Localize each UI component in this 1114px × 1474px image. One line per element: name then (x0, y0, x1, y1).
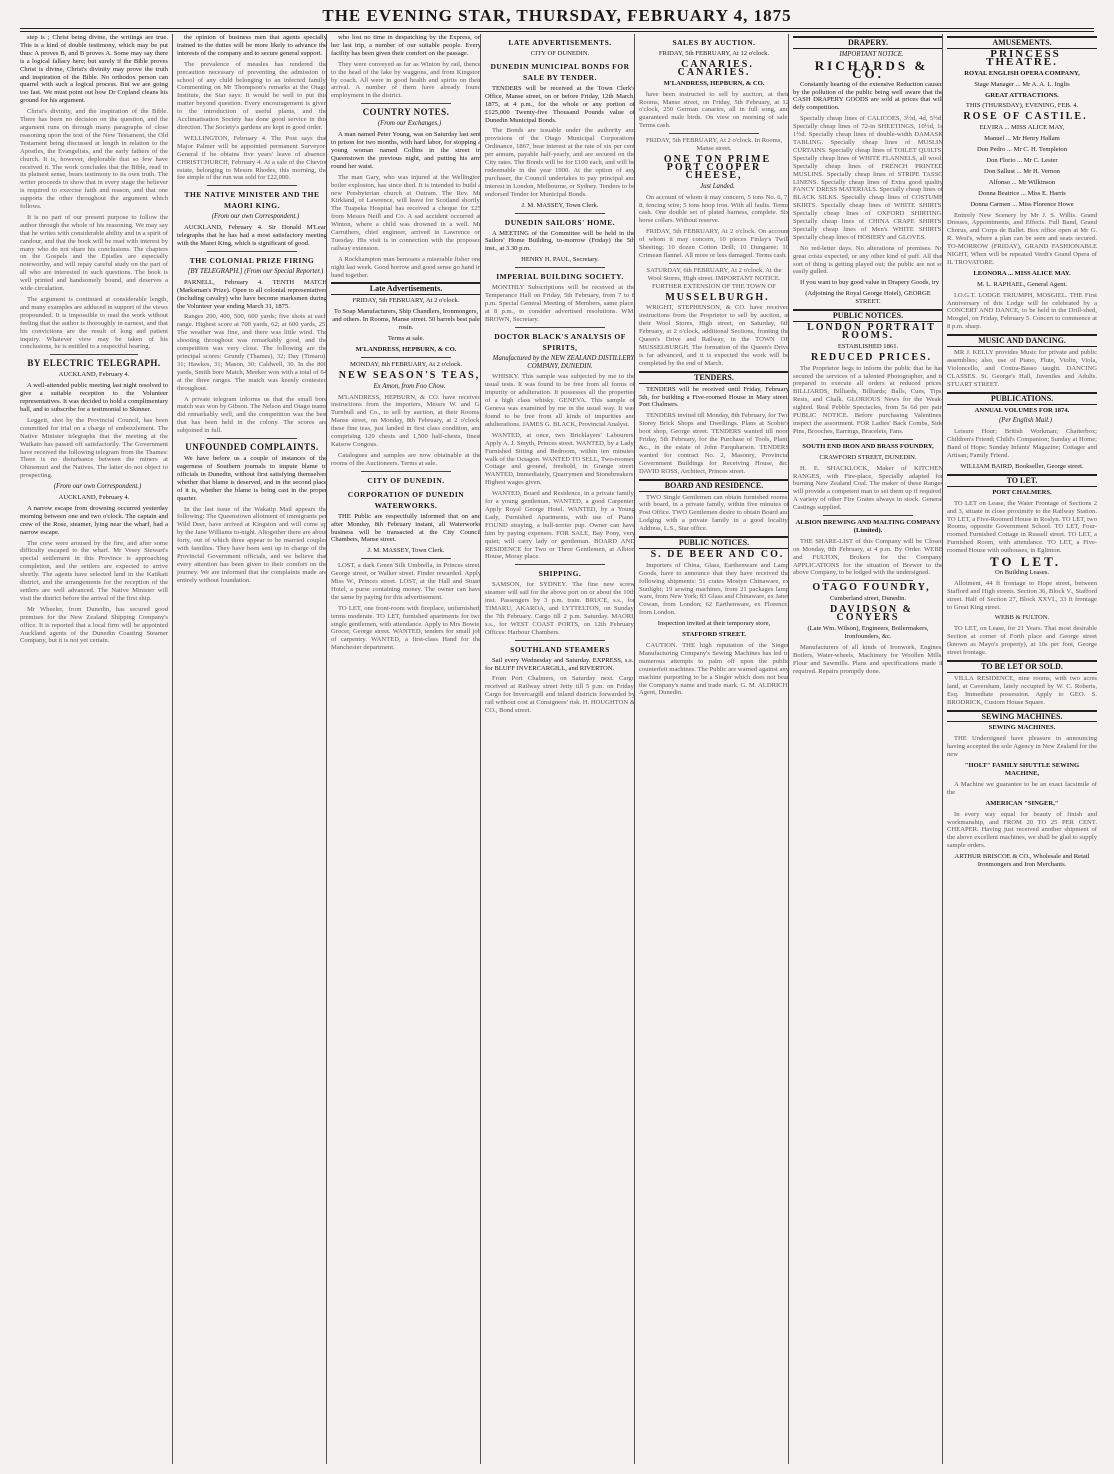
col6-subhead: REDUCED PRICES. (810, 351, 933, 363)
col3-lead: who lost no time in despatching by the Express, on her last trip, a number of our suitable people. Every facility has been given their comfort on the passage. (331, 34, 481, 57)
masthead-rule (20, 28, 1094, 29)
col5-sale-title: ONE TON PRIME PORT COOPER CHEESE, (663, 153, 772, 181)
cast-item: Don Florio ... Mr C. Lester (986, 156, 1058, 164)
col6-address: (Adjoining the Royal George Hotel), GEORGE STREET. (805, 290, 931, 306)
col3-ad-body: To Soap Manufacturers, Ship Chandlers, Ironmongers, and others. In Rooms, Manse street. 50 barrels best pale rosin. (332, 308, 480, 332)
col4-filler: WANTED, Board and Residence, in a private family, for a young gentleman. WANTED, a good Carpenter. Apply Royal George Hotel. WANTED, by a Young Lady, Furnished Apartments, with use of Piano. FOUND straying, a bull-terrier pup. Owner can have him by paying expenses. FOR SALE, Bay Pony, very quiet; will carry lady or gentleman. BOARD AND RESIDENCE for Two or Three Gentlemen, at Albion House, Moray place. (485, 490, 635, 561)
col6-heading: OTAGO FOUNDRY, (812, 582, 931, 594)
col7-subhead: SEWING MACHINES. (988, 724, 1056, 732)
col4-heading: SHIPPING. (538, 569, 582, 579)
col7-tolet-sub: On Building Leases. (994, 568, 1050, 576)
col3-filler: LOST, a dark Green Silk Umbrella, in Princes street, George street, or Walker street. Finder rewarded. Apply Miss W., Princes street. LOST, at the Hall and Stuart Hotel, a purse containing money. The owner can have the same by paying for this advertisement. (331, 562, 481, 601)
col6-filler: H. E. SHACKLOCK, Maker of KITCHEN RANGES, with Fire-place, Specially adapted for burning New Zealand Coal. The maker of these Ranges will provide a competent man to set them up if required. A variety of other Fire Grates always in stock. General Castings supplied. (793, 464, 943, 512)
col3-ad-subtitle: Ex Amon, from Foo Chow. (373, 382, 446, 390)
col6-filler: Manufacturers of all kinds of Ironwork, Engines, Boilers, Water-wheels, Machinery for Woollen Mills, Flour and Sawmills. Plans and specifications made if required. Repairs promptly done. (793, 643, 943, 675)
col4-heading: LATE ADVERTISEMENTS. (508, 38, 612, 47)
col6-subhead: ESTABLISHED 1861. (837, 342, 899, 350)
col7-theatre: PRINCESS THEATRE. (986, 47, 1061, 68)
cast-item: Donna Beatrice ... Miss E. Harris (978, 189, 1066, 197)
col7-subhead: PORT CHALMERS. (992, 488, 1052, 496)
col4-heading: IMPERIAL BUILDING SOCIETY. (496, 272, 624, 282)
col7-filler: TO LET on Lease, the Water Frontage of Sections 2 and 3, situate in close proximity to the Railway Station. TO LET, a Five-Roomed House in Roslyn. TO LET, two Rooms, opposite Government School. TO LET, Four-roomed Furnished Cottage in Russell street. TO LET, a Furnished Room, with attendance. TO LET, a Five-roomed House with outhouses, in Eglinton. (947, 499, 1097, 555)
col7-pub: ANNUAL VOLUMES FOR 1874. (974, 406, 1070, 414)
col3-filler: The man Gary, who was injured at the Wellington boiler explosion, has since died. It is intended to build a new Presbyterian church at Outram. The Rev. Mr Kirkland, of Lawrence, will leave for Scotland shortly. The Tuapeka Hospital has received a cheque for £25 from Messrs Neill and Co. A sad accident occurred at Winton, where a child was drowned in a well. Mr Carruthers, chief engineer, arrived in Lawrence on Tuesday. His visit is in connection with the proposed railway extension. (331, 173, 481, 252)
col2-filler: Ranges 200, 400, 500, 600 yards; five shots at each range. Highest score at 700 yards, 62; at 600 yards, 25. The weather was fine, and there was little wind. The shooting throughout was remarkably good, and the competition was very close. The following are the principal scores: Grundy (Thames), 32; Day (Timaru), 31; Hawkes, 31; Mason, 30; Caldwell, 30. In the 800 yards, Smith bore Match, Meeker won with a total of 64 at the three ranges. The match was keenly contested throughout. (177, 313, 327, 392)
col5-filler: FRIDAY, 5th FEBRUARY, At 2 o'clock. In Rooms, Manse street. (645, 137, 783, 153)
col6-filler: No red-letter days. No alterations of premises. No great crisis expected, or any other kind of puff. All that sort of thing is getting played out; the public are not so easily gulled. (793, 244, 943, 276)
col7-pub-sub: (Per English Mail.) (998, 417, 1053, 425)
col6-filler: Specially cheap lines of CALICOES, 3½d, 4d, 5½d. Specially cheap lines of 72-in SHEETINGS, 10½d, 1s 1½d. Specially cheap lines of double-width DAMASK TABLING. Specially cheap lines of MUSLIN CURTAINS. Specially cheap lines of TOILET QUILTS. Specially cheap lines of WHITE FLANNELS, all wool. Specially cheap lines of FRENCH PRINTED MUSLINS. Specially cheap lines of STRIPE TASSO LINENS. Specially cheap lines of Extra good quality FANCY DRESS MATERIALS. Specially cheap lines of BLACK SILKS. Specially cheap lines of COSTUME SKIRTS. Specially cheap lines of WHITE SHIRTS. Specially cheap lines of OXFORD SHIRTING. Specially cheap lines of CHINA CRAPE SHIRTS. Specially cheap lines of Men's WHITE SHIRTS. Specially cheap lines of HOSIERY and GLOVES. (793, 115, 943, 241)
col6-firm: RICHARDS & CO. (814, 57, 929, 81)
col5-sale-subtitle: Just Landed. (700, 182, 735, 190)
col5-filler: TWO Single Gentlemen can obtain furnished rooms, with board, in a private family, within five minutes of Post Office. TWO Gentlemen desire to obtain Board and Lodging with a private family in a good locality. Address, L.S., Star office. (639, 493, 789, 533)
cast-item: Don Sallust ... Mr H. Vernon (984, 167, 1060, 175)
col2-heading: THE COLONIAL PRIZE FIRING (189, 255, 315, 265)
col5-sign: S. DE BEER AND CO. (650, 548, 785, 560)
col1-body: A well-attended public meeting last night resolved to give a suitable reception to the Volunteer representatives. It was decided to hold a complimentary ball, and to subscribe for a testimonial to Skinner. (20, 382, 168, 413)
col3-ad-date: MONDAY, 8th FEBRUARY, At 2 o'clock. (349, 360, 463, 368)
col1-signoff: (From our own Correspondent.) (53, 483, 142, 491)
col1-lead: step is ; Christ being divine, the writings are true. This is a kind of double testimony, which may be put thus: A proves B, and B proves A. Some may say there is a logical fallacy here; but surely if the Bible proves Christ is divine, Christ's divinity may prove the truth and inspiration of the Bible. No orthodox person can quarrel with such a logical process. But we are going too fast. We must point out how Dr Copland cleans his ground for his argument. (20, 34, 168, 105)
col5-filler: CAUTION. THE high reputation of the Singer Manufacturing Company's Sewing Machines has led to numerous attempts to palm off upon the public counterfeit machines. The Public are warned against any machine purporting to be a Singer which does not bear the Company's name and trade mark. G. M. ALDRICH, Agent, Dunedin. (639, 642, 789, 697)
col6-subhead: Cumberland street, Dunedin. (829, 595, 907, 603)
col5-heading: PUBLIC NOTICES. (639, 536, 789, 549)
col2-filler: WELLINGTON, February 4. The Post says that Major Palmer will be appointed permanent Surveyor-General if he obtains five years' leave of absence. CHRISTCHURCH, February 4. At a sale of the Cheviot estate, belonging to Messrs Rhodes, this morning, the fee simple of the run was sold for £22,000. (177, 134, 327, 182)
col7-filler: A Machine we guarantee to be an exact facsimile of the (947, 780, 1097, 796)
col4-sign: J. M. MASSEY, Town Clerk. (521, 201, 599, 209)
col1-filler: Leggett, shot by the Provincial Council, has been committed for trial on a charge of embezzlement. The Native Minister telegraphs that the meeting at the Waikato has passed off satisfactorily. The Government have received the following telegram from the Thames: There is no disturbance between the miners at Ohinemuri and the Natives. The latter do not object to prospecting. (20, 416, 168, 480)
col4-sign: HENRY H. PAUL, Secretary. (521, 256, 599, 264)
column-7 (942, 34, 1097, 1464)
col7-manager: Stage Manager ... Mr A. A. L. Inglis (974, 80, 1070, 88)
col3-ad-firm: M'LANDRESS, HEPBURN, & CO. (355, 345, 457, 353)
col2-heading: UNFOUNDED COMPLAINTS. (185, 442, 319, 453)
col4-body: TENDERS will be received at the Town Clerk's Office, Manse street, on or before Friday, 12th March, 1875, at 4 p.m., for the whole or any portion of £125,000 Twenty-five Thousand Pounds value of Dunedin Municipal Bonds. (485, 84, 635, 124)
col4-filler: The Bonds are issuable under the authority and provisions of the Otago Municipal Corporations Ordinance, 1867, bear interest at the rate of six per cent per annum, payable half-yearly, and are secured on the City rates. The Bonds will be for £100 each, and will be redeemable in the year 1900. At the option of any purchaser, the Council undertakes to pay principal and interest in London, Melbourne, or Sydney. Tenders to be endorsed Tender for Municipal Bonds. (485, 127, 635, 198)
col7-filler: In every way equal for beauty of finish and workmanship, and FROM 20 TO 25 PER CENT. CHEAPER. Having just received another shipment of the above excellent machines, we shall be glad to supply sample orders. (947, 810, 1097, 850)
col3-heading: Late Advertisements. (331, 282, 481, 295)
col7-heading: TO LET. (947, 474, 1097, 487)
col7-machine: "HOLT" FAMILY SHUTTLE SEWING MACHINE, (964, 762, 1080, 777)
col7-tolet-sign: WEBB & FULTON. (994, 614, 1050, 622)
column-4 (480, 34, 635, 1464)
col7-filler: TO LET, on Lease, for 21 Years. That most desirable Section at corner of Forth place and George street (known as Mayo's property), at 10s per foot, George street frontage. (947, 625, 1097, 657)
col5-filler: FRIDAY, 5th FEBRUARY, At 2 o'clock. On account of whom it may concern, 10 pieces Finlay's Twill Sheeting; 10 dozen Cotton Drill; 10 Dungaree; 10 Crimean flannel. All more or less damaged. Terms cash. (639, 228, 789, 259)
cast-item: Alfonso ... Mr Wilkinson (988, 178, 1056, 186)
col1-filler: The crew were aroused by the fire, and after some difficulty escaped to the wharf. Mr Vesey Stewart's special settlement in this Province is approaching completion, and the settlers are expected to arrive shortly. The agents have selected land in the Katikati district, and the arrangements for the reception of the settlers are well advanced. The Native Minister will visit the district before the arrival of the first ship. (20, 539, 168, 602)
col6-subhead: IMPORTANT NOTICE. (839, 50, 904, 58)
cast-item: Manuel ... Mr Henry Hallam (984, 135, 1060, 143)
col6-heading: DRAPERY. (793, 36, 943, 49)
col3-subhead: (From our Exchanges.) (377, 120, 442, 128)
col4-filler: MONTHLY Subscriptions will be received at the Temperance Hall on Friday, 5th February, from 7 to 8 p.m. Special General Meeting of Members, same place, at 8 p.m., to consider advertised resolutions. WM. BROWN, Secretary. (485, 284, 635, 323)
col3-heading: CORPORATION OF DUNEDIN WATERWORKS. (347, 489, 465, 510)
col7-opera: ROSE OF CASTILE. (963, 111, 1088, 123)
col7-filler: I.O.G.T. LODGE TRIUMPH, MOSGIEL. THE First Anniversary of this Lodge will be celebrated by a CONCERT AND DANCE, to be held in the Drill-shed, Mosgiel, on Friday, February 5. Concert to commence at 8 p.m. sharp. (947, 291, 1097, 331)
col6-heading: LONDON PORTRAIT ROOMS. (807, 322, 936, 341)
col7-filler: Leisure Hour; British Workman; Chatterbox; Children's Friend; Child's Companion; Sunday at Home; Band of Hope; Sunday Infants' Magazine; Cottager and Artisan; Family Friend. (947, 428, 1097, 460)
col5-sale-title: MUSSELBURGH. (665, 291, 770, 303)
col1-filler: Christ's divinity, and the inspiration of the Bible. There has been no decision on the question, and the argument runs on through many paragraphs of close reasoning upon the text of the New Testament, the Old Testament being discussed at length in relation to the Apostles, the Evangelists, and the early fathers of the church. It is, however, deplorable that so few have received it. The work concludes that the Bible, read in its plainest sense, bears testimony to its own truth. The writer proceeds to show that in every stage the believer is required to exercise faith and reason, and that one supports the other throughout the argument which follows. (20, 108, 168, 211)
col7-tolet: TO LET. (989, 554, 1062, 570)
col6-filler: The Proprietor begs to inform the public that he has secured the services of a talented Photographer, and is prepared to execute all orders at reduced prices. BILLIARDS, Billiards, Billiards; Balls, Cues, Tips, Rests, and Chalk. GLORIOUS News for the Weak-sighted. Real Pebble Spectacles, from 5s 6d per pair. PUBLIC NOTICE. Before purchasing Valentines, inspect the assortment. FOR Ladies' Back Combs, Side Pins, Brooches, Earrings, Bracelets, Fans. (793, 364, 943, 435)
col5-body: TENDERS will be received until Friday, February 5th, for building a Five-roomed House in Mary street, Port Chalmers. (639, 385, 789, 409)
col5-heading: BOARD AND RESIDENCE. (639, 479, 789, 492)
col6-heading: DAVIDSON & CONYERS (830, 604, 913, 624)
cast-item: ELVIRA ... MISS ALICE MAY, (979, 124, 1065, 132)
column-6 (788, 34, 943, 1464)
col4-filler: WANTED, at once, two Bricklayers' Labourers. Apply A. J. Smyth, Princes street. WANTED, by a Lady, Furnished Sitting and Bedroom, within ten minutes' walk of the Octagon. WANTED TO SELL, Two-roomed Cottage and ground, freehold, in Grange street. WANTED, Immediately, Quarrymen and Stonebreakers. Highest wages given. (485, 431, 635, 487)
col4-subhead: Manufactured by the NEW ZEALAND DISTILLERY COMPANY, DUNEDIN. (492, 354, 635, 370)
col6-subhead: CRAWFORD STREET, DUNEDIN. (819, 453, 917, 461)
cast-list (947, 124, 1097, 208)
col6-body: Constantly hearing of the extensive Reduction caused by the pollution of the public being well aware that the CASH DRAPERY GOODS are sold at prices that will defy competition. (793, 80, 943, 112)
col5-firm: M'LANDRESS, HEPBURN, & CO. (663, 79, 765, 87)
col7-filler: Entirely New Scenery by Mr J. S. Willis. Grand Dresses, Appointments, and Effects. Full Band, Grand Chorus, and Corps de Ballet. Box office open at Mr G. R. West's, where a plan can be seen and seats secured. TO-MORROW (FRIDAY), GRAND FASHIONABLE NIGHT, When will be repeated Verdi's Grand Opera of IL TROVATORE. (947, 211, 1097, 266)
column-2 (172, 34, 327, 1464)
col1-dateline: AUCKLAND, February 4. (58, 494, 130, 502)
col2-filler: The prevalence of measles has rendered the precaution necessary of preventing the admission to school of any child belonging to an infected family. Commenting on Mr Thompson's remarks at the Otago Institute, the Star says: It would be well to put this matter beyond question. Every encouragement is given to the introduction of useful plants, and the Acclimatisation Society has done good service in this direction. The Society's gardens are kept in good order. (177, 60, 327, 131)
col2-subhead: (From our own Correspondent.) (211, 213, 300, 221)
col6-subhead: (Late Wm. Wilson), Engineers, Boilermakers, Ironfounders, &c. (807, 625, 929, 640)
col1-heading: BY ELECTRIC TELEGRAPH. (27, 358, 161, 369)
col2-body: AUCKLAND, February 4. Sir Donald M'Lean telegraphs that he has had a most satisfactory meeting with the Maori King, which is significant of good. (177, 224, 327, 248)
col5-filler: TENDERS invited till Monday, 8th February, for Two Storey Brick Shops and Dwellings. Plans at Scobie's boot shop, George street. TENDERS wanted till noon Friday, 5th February, for the Purchase of Tools, Plant, &c., in the estate of John Farquharson. TENDERS wanted for contract No. 2, Masonry, Provincial Government Buildings for Receiving House, &c. DAVID ROSS, Architect, Princes street. (639, 412, 789, 475)
col5-filler: On account of whom it may concern, 5 tons No. 6, 7, 8, fencing wire; 5 tons hoop iron. With all faults. Terms cash. One double set of plated harness, complete. Six horse collars. Without reserve. (639, 193, 789, 225)
masthead-rule-double (20, 31, 1094, 32)
col2-subhead: [BY TELEGRAPH.] (From our Special Reporter.) (187, 267, 324, 275)
col1-filler: Mr Wheeler, from Dunedin, has secured good premises for the New Zealand Shipping Company's office. It is reported that a local firm will be appointed Auckland agents of the Dunedin Coasting Steamer Company, but it is not yet certain. (20, 605, 168, 645)
column-3 (326, 34, 481, 1464)
masthead: THE EVENING STAR, THURSDAY, FEBRUARY 4, 1875 (322, 6, 792, 25)
col7-pub-sign: WILLIAM BAIRD, Bookseller, George street. (960, 462, 1084, 470)
col7-singer: AMERICAN "SINGER," (985, 799, 1059, 807)
column-5 (634, 34, 789, 1464)
col4-filler: From Port Chalmers, on Saturday next. Cargo received at Railway street Jetty till 5 p.m. on Friday. Cargo for Invercargill and inland districts forwarded by rail without cost at Consignees' risk. H. HOUGHTON & CO., Bond street. (485, 675, 635, 715)
col7-evening: THIS (THURSDAY), EVENING, FEB. 4. (965, 102, 1079, 110)
col3-ad-terms: Terms at sale. (387, 335, 425, 342)
col7-sign: ARTHUR BRISCOE & CO., Wholesale and Retail Ironmongers and Iron Merchants. (954, 853, 1090, 869)
col4-filler: SAMSON, for SYDNEY. The fine new screw steamer will sail for the above port on or about the 10th inst. Passengers by 3 p.m. train. BRUCE, s.s., for TIMARU, AKAROA, and LYTTELTON, on Sunday, the 7th February. Cargo till 2 p.m. Saturday. MAORI, s.s., for WEST COAST PORTS, on 12th February. Offices: Harbour Chambers. (485, 581, 635, 636)
col3-ad-title: NEW SEASON'S TEAS, (338, 369, 481, 381)
col7-filler: Allotment, 44 ft frontage to Hope street, between Stafford and High streets. Section 36, Block V., Stafford street. Half of Section 27, Block XXVI., 33 ft frontage to Great King street. (947, 579, 1097, 611)
column-1 (20, 34, 168, 1464)
col4-filler: WHISKY. This sample was subjected by me to the usual tests. It was found to be free from all forms of impurity or adulteration. It possesses all the properties of a high class whisky. GENEVA. This sample of Geneva was examined by me in the usual way. It was found to be free from all kinds of impurities and adulterations. JAMES G. BLACK, Provincial Analyst. (485, 373, 635, 428)
col1-filler: It is no part of our present purpose to follow the author through the whole of his reasoning. We may say that he writes with considerable ability and in a spirit of candour, and that the book will be read with interest by many who do not share his conclusions. The chapters on the Gospels and the Epistles are especially noteworthy, and will repay careful study on the part of all who are interested in such questions. The book is well printed and handsomely bound, and deserves a wide circulation. (20, 213, 168, 293)
col4-heading: DOCTOR BLACK'S ANALYSIS OF SPIRITS, (494, 331, 626, 352)
col5-sale-title: CANARIES. CANARIES. (677, 58, 754, 78)
col6-heading: SOUTH END IRON AND BRASS FOUNDRY, (802, 442, 934, 450)
col5-store: STAFFORD STREET. (682, 631, 746, 639)
col5-filler: SATURDAY, 6th FEBRUARY, At 2 o'clock. At the Wool Stores, High street. IMPORTANT NOTICE. FURTHER EXTENSION OF THE TOWN OF (646, 266, 782, 290)
col5-heading: SALES BY AUCTION. (672, 38, 756, 47)
col6-heading: ALBION BREWING AND MALTING COMPANY (Limited). (795, 519, 941, 534)
col3-filler: Catalogues and samples are now obtainable at the rooms of the Auctioneers. Terms at sale. (331, 451, 481, 467)
col7-raphael: M. L. RAPHAEL, General Agent. (976, 280, 1068, 288)
col3-filler: M'LANDRESS, HEPBURN, & CO. have received instructions from the importers, Messrs W. and G. Turnbull and Co., to sell by auction, at their Rooms, Manse street, on Monday, 8th February, at 2 o'clock, these fine teas, just landed in first class condition, and comprising 129 chests and 1,500 half-chests, finest Kaisow Congous. (331, 393, 481, 448)
col1-body: A narrow escape from drowning occurred yesterday morning between one and two o'clock. The captain and crew of the Rose, steamer, lying near the wharf, had a narrow escape. (20, 504, 168, 536)
col3-filler: A Rockhampton man bemoans a miserable fisher one night last week. Good horrow and good sense go hand in hand together. (331, 255, 481, 279)
col7-filler: THE Undersigned have pleasure in announcing having accepted the sole Agency in New Zealand for the new (947, 735, 1097, 759)
col6-filler: THE SHARE-LIST of this Company will be Closed on Monday, 8th February, at 4 p.m. By Order. WEBB and FULTON, Brokers for the Company. APPLICATIONS for the situation of Brewer to the above Company, to be lodged with the undersigned. (793, 537, 943, 577)
col3-heading: CITY OF DUNEDIN. (367, 475, 445, 485)
col4-heading: DUNEDIN MUNICIPAL BONDS FOR SALE BY TENDER. (490, 61, 630, 82)
col2-body: We have before us a couple of instances of the eagerness of Southern journals to impute blame to officials in Dunedin, without first satisfying themselves whether that blame is deserved, and in the second place of it is, whether the blame is being cast in the proper quarter. (177, 455, 327, 502)
col2-filler: A private telegram informs us that the small bore match was won by Gibson. The Nelson and Otago teams did remarkably well, and the competition was the best that has been held in the colony. The scores are subjoined in full. (177, 395, 327, 435)
col2-filler: In the last issue of the Wakatip Mail appears the following: The Queenstown allotment of immigrants per Wild Deer, have arrived at Kingston and will come up by the Jane Williams to-night. Altogether there are about forty, out of which three appear to be married couples with families. They have been sent up in charge of the Provincial Government officials, and we believe that every attention has been given to their comfort on the journey. We are informed that the complaints made are entirely without foundation. (177, 505, 327, 584)
cast-item: Don Pedro ... Mr C. H. Templeton (976, 146, 1068, 154)
col2-body: PARNELL, February 4. TENTH MATCH (Marksman's Prize). Open to all colonial representatives (including cavalry) who have become marksmen during the Volunteer year ending March 31, 1875. (177, 278, 327, 310)
col7-company: ROYAL ENGLISH OPERA COMPANY, (964, 69, 1080, 77)
col7-heading: AMUSEMENTS. (947, 36, 1097, 49)
col3-body: A man named Peter Young, was on Saturday last sent to prison for two months, with hard labor, for stopping a young woman named Collins in the street in Queenstown the previous night, and putting his arm round her waist. (331, 131, 481, 170)
col2-heading: THE NATIVE MINISTER AND THE MAORI KING. (184, 190, 320, 211)
col3-body: THE Public are respectfully informed that on and after Monday, 8th February instant, all Waterworks business will be transacted at the City Council Chambers, Manse street. (331, 512, 481, 544)
col2-lead: the opinion of business men that agents specially trained to the duties will be more likely to advance the interests of the company and to secure general support. (177, 34, 327, 57)
col3-sign: J. M. MASSEY, Town Clerk. (367, 547, 445, 555)
col4-city: CITY OF DUNEDIN. (530, 50, 590, 57)
col6-closing: If you want to buy good value in Drapery Goods, try (800, 279, 939, 287)
col4-heading: SOUTHLAND STEAMERS (510, 644, 610, 654)
col3-filler: They were conveyed as far as Winton by rail, thence to the head of the lake by waggons, and from Kingston by coach. All were in good health and spirits on their arrival. A number of them have already found employment in the district. (331, 60, 481, 100)
col5-filler: have been instructed to sell by auction, at their Rooms, Manse street, on Friday, 5th February, at 12 o'clock, 250 German canaries, all in full song, and guaranteed male birds. On view on morning of sale. Terms cash. (639, 90, 789, 130)
col7-filler: VILLA RESIDENCE, nine rooms, with two acres land, at Caversham, lately occupied by W. C. Roberts, Esq. Immediate possession. Apply to GEO. S. BRODRICK, Custom House Square. (947, 674, 1097, 706)
col5-filler: Importers of China, Glass, Earthenware and Lamp Goods, have to announce that they have received the following shipments: 51 crates Mostyn Chinaware, ex Sunlight; 19 sewing machines, from 21 packages lamp ware, from New York; 83 Glass and Chinaware, ex Janet Cowan, from London; 62 Earthenware, ex Florence, from London. (639, 561, 789, 617)
col7-filler: MR J. KELLY provides Music for private and public assemblies; also, use of Piano, Flute, Violin, Viola, Violoncello, and Contra-Basso taught. DANCING CLASSES. St. George's Hall, Juveniles and Adults. STUART STREET. (947, 349, 1097, 388)
col3-ad-date: FRIDAY, 5th FEBRUARY, At 2 o'clock. (352, 297, 460, 305)
col5-body: Inspection invited at their temporary store, (657, 620, 771, 628)
col5-sale-date: FRIDAY, 5th FEBRUARY, At 12 o'clock. (658, 50, 770, 57)
cast-item: Donna Carmen ... Miss Florence Howe (970, 200, 1074, 208)
col7-heading: MUSIC AND DANCING. (947, 334, 1097, 347)
col7-heading: PUBLICATIONS. (947, 392, 1097, 405)
col5-heading: TENDERS. (639, 371, 789, 384)
col7-leonora: LEONORA ... MISS ALICE MAY. (973, 269, 1071, 277)
col7-attraction: GREAT ATTRACTIONS. (985, 91, 1059, 99)
col4-body: Sail every Wednesday and Saturday. EXPRESS, s.s., for BLUFF INVERCARGILL, and RIVERTON. (485, 656, 635, 672)
col6-heading: PUBLIC NOTICES. (793, 309, 943, 322)
col1-dateline: AUCKLAND, February 4. (58, 371, 130, 379)
col5-filler: WRIGHT, STEPHENSON, & CO. have received instructions from the Proprietor to sell by auction, at their Wool Stores, High street, on Saturday, 6th February, at 2 o'clock, additional Sections, fronting the Queen's Drive and Railway, in the TOWN OF MUSSELBURGH. The formation of the Queen's Drive is far advanced, and it is expected the work will be completed by the end of March. (639, 304, 789, 367)
col4-heading: DUNEDIN SAILORS' HOME. (504, 217, 616, 227)
col3-heading: COUNTRY NOTES. (362, 107, 450, 118)
col7-heading: SEWING MACHINES. (947, 710, 1097, 723)
col7-heading: TO BE LET OR SOLD. (947, 660, 1097, 673)
col4-body: A MEETING of the Committee will be held in the Sailors' Home Building, to-morrow (Friday) the 5th inst., at 3.30 p.m. (485, 229, 635, 253)
col3-filler: TO LET, one front-room with fireplace, unfurnished; terms moderate. TO LET, furnished apartments for two single gentlemen, with attendance. Apply to Mrs Bowie, Grocer, George street. WANTED, tenders for small job of carpentry. WANTED, a first-class Hand for the Manchester department. (331, 604, 481, 652)
col1-filler: The argument is continued at considerable length, and many examples are adduced in support of the views propounded. It is impossible to read the work without feeling that the author is thoroughly in earnest, and that his convictions are the result of long and patient inquiry. Whatever view may be taken of his conclusions, he is entitled to a respectful hearing. (20, 296, 168, 351)
